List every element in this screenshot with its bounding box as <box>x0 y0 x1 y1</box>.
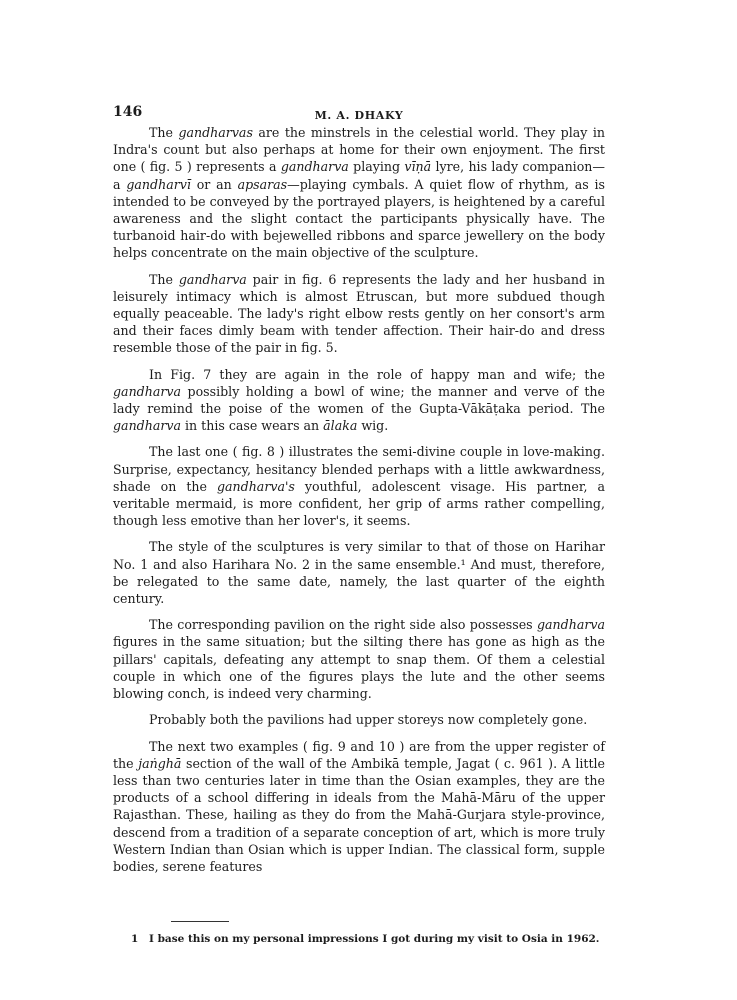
text-run: In Fig. 7 they are again in the role of happy man and wife; the <box>149 366 605 382</box>
italic-text: gandharva <box>536 617 605 633</box>
italic-text: gandharva <box>113 418 182 434</box>
text-run: Probably both the pavilions had upper storeys now completely gone. <box>149 712 588 728</box>
italic-text: jaṅghā <box>138 755 182 771</box>
paragraph <box>113 366 605 435</box>
italic-text: gandharva <box>280 159 349 175</box>
text-run: section of the wall of the Ambikā temple, Jagat ( c. 961 ). A little less than two centuries later in time than the Osian examples, they are the products of a school differing in ideals from the Mahā-Māru of the upper Rajasthan. These, hailing as they do from the Mahā-Gurjara style-province, descend from a tradition of a separate conception of art, which is more truly Western Indian than Osian which is upper Indian. The classical form, supple bodies, serene features <box>113 755 605 874</box>
footnote <box>131 932 605 946</box>
paragraph <box>113 738 605 876</box>
page-header <box>113 100 605 124</box>
text-run: youthful, adolescent visage. His partner, a veritable mermaid, is more confident, her grip of arms rather compelling, though less emotive than her lover's, it seems. <box>113 478 605 529</box>
text-run: figures in the same situation; but the silting there has gone as high as the pillars' capitals, defeating any attempt to snap them. Of them a celestial couple in which one of the figures plays the lute and the other seems blowing conch, is indeed very charming. <box>113 634 605 702</box>
page <box>113 100 605 946</box>
text-run: playing <box>348 159 405 175</box>
paragraph <box>113 124 605 262</box>
page-number: 146 <box>113 104 143 120</box>
text-run: in this case wears an <box>181 418 324 434</box>
italic-text: gandharva <box>113 383 182 399</box>
text-run: pair in fig. 6 represents the lady and her husband in leisurely intimacy which is almost Etruscan, but more subdued though equally peaceable. The lady's right elbow rests gently on her consort's arm and their faces dimly beam with tender affection. Their hair-do and dress resemble those of the pair in fig. 5. <box>113 271 606 356</box>
italic-text: gandharvas <box>178 125 253 140</box>
italic-text: ālaka <box>323 418 358 434</box>
paragraph <box>113 538 605 607</box>
text-run: wig. <box>357 418 389 434</box>
running-head: M. A. DHAKY <box>314 109 404 122</box>
text-run: The <box>149 271 179 287</box>
text-run: The corresponding pavilion on the right side also possesses <box>149 617 537 633</box>
italic-text: gandharvī <box>126 176 191 192</box>
text-run: The <box>149 125 179 140</box>
body-text <box>113 124 605 875</box>
text-run: The style of the sculptures is very similar to that of those on Harihar No. 1 and also Harihara No. 2 in the same ensemble.¹ And must, therefore, be relegated to the same date, namely, the last quarter of the eighth century. <box>113 539 605 607</box>
paragraph <box>113 616 605 702</box>
paragraph <box>113 711 605 728</box>
text-run: The next two examples ( fig. 9 and 10 ) are from the upper register of the <box>113 738 605 771</box>
footnote-number: 1 <box>131 933 139 946</box>
italic-text: gandharva's <box>216 478 295 494</box>
text-run: are the minstrels in the celestial world. They play in Indra's count but also perhaps at home for their own enjoyment. The first one ( fig. 5 ) represents a <box>113 125 605 175</box>
text-run: or an <box>190 176 238 192</box>
paragraph <box>113 271 605 357</box>
text-run: possibly holding a bowl of wine; the manner and verve of the lady remind the poise of the women of the Gupta-Vākāṭaka period. The <box>113 383 605 417</box>
text-run: lyre, his lady companion—a <box>113 159 605 192</box>
text-run: The last one ( fig. 8 ) illustrates the semi-divine couple in love-making. Surprise, expectancy, hesitancy blended perhaps with a little awkwardness, shade on the <box>113 444 605 494</box>
italic-text: vīṇā <box>404 159 432 175</box>
text-run: —playing cymbals. A quiet flow of rhythm, as is intended to be conveyed by the portrayed players, is heightened by a careful awareness and the slight contact the participants physically have. The turbanoid hair-do with bejewelled ribbons and sparce jewellery on the body helps concentrate on the main objective of the sculpture. <box>113 176 605 261</box>
footnote-rule <box>171 921 229 922</box>
italic-text: apsaras <box>237 176 288 192</box>
footnote-text: I base this on my personal impressions I got during my visit to Osia in 1962. <box>149 933 600 946</box>
italic-text: gandharva <box>178 271 247 287</box>
paragraph <box>113 443 605 529</box>
